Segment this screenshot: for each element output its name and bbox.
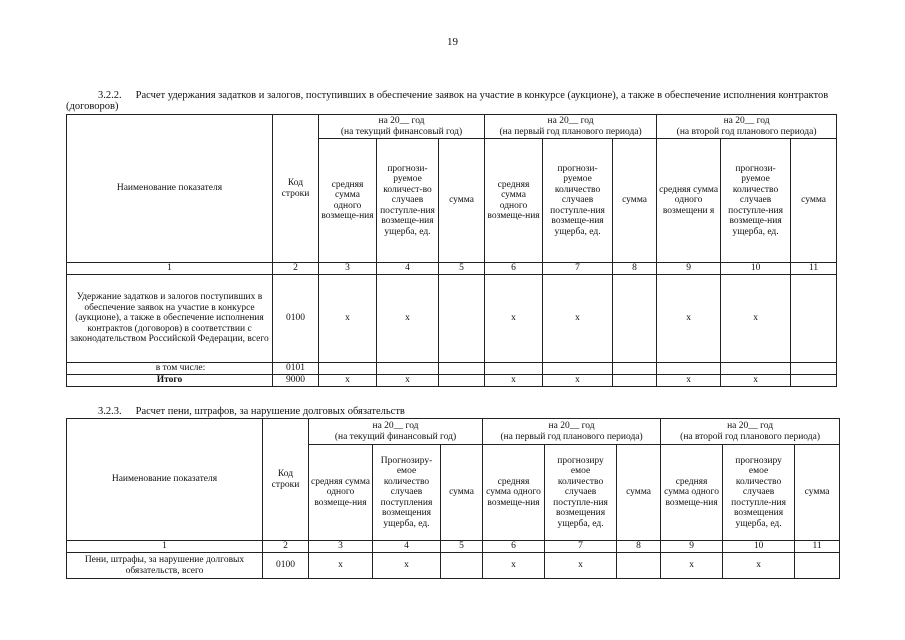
header-forecast-count: прогнози-руемое количество случаев поступле-ния возмеще-ния ущерба, ед.: [721, 139, 791, 263]
period-label: (на второй год планового периода): [676, 126, 817, 137]
row-cell: x: [721, 375, 791, 387]
header-avg-amount: средняя сумма одного возмеще-ния: [309, 445, 373, 541]
period-year: на 20__ год: [547, 115, 594, 126]
col-number: 11: [795, 541, 840, 553]
col-number: 5: [439, 263, 485, 275]
section-number: 3.2.3.: [98, 406, 122, 417]
header-sum: сумма: [613, 139, 657, 263]
row-code: 9000: [273, 375, 319, 387]
row-cell: x: [723, 553, 795, 579]
row-cell: x: [319, 375, 377, 387]
row-cell: [613, 375, 657, 387]
period-year: на 20__ год: [372, 420, 419, 431]
row-cell: [441, 553, 483, 579]
col-number: 1: [67, 263, 273, 275]
header-period-second-plan: [657, 115, 837, 139]
header-sum: сумма: [441, 445, 483, 541]
period-year: на 20__ год: [548, 420, 595, 431]
row-cell: [439, 275, 485, 363]
row-name-total: Итого: [67, 375, 273, 387]
row-cell: [795, 553, 840, 579]
row-cell: [613, 363, 657, 375]
column-numbers-row: [67, 263, 837, 275]
period-year: на 20__ год: [378, 115, 425, 126]
section-3-2-3-title: [66, 406, 846, 417]
period-year: на 20__ год: [723, 115, 770, 126]
table-row-total: [67, 375, 837, 387]
col-number: 10: [721, 263, 791, 275]
row-code: 0100: [273, 275, 319, 363]
row-cell: x: [721, 275, 791, 363]
row-cell: x: [543, 375, 613, 387]
row-cell: x: [377, 275, 439, 363]
header-avg-amount: средняя сумма одного возмеще-ния: [485, 139, 543, 263]
header-code: Код строки: [273, 115, 319, 263]
row-cell: x: [657, 375, 721, 387]
row-cell: x: [545, 553, 617, 579]
row-cell: x: [373, 553, 441, 579]
col-number: 6: [485, 263, 543, 275]
column-numbers-row: [67, 541, 840, 553]
row-cell: [721, 363, 791, 375]
row-cell: x: [319, 275, 377, 363]
col-number: 11: [791, 263, 837, 275]
row-code: 0101: [273, 363, 319, 375]
table-row: [67, 553, 840, 579]
row-cell: [319, 363, 377, 375]
header-avg-amount: средняя сумма одного возмеще-ния: [483, 445, 545, 541]
row-cell: [791, 275, 837, 363]
period-year: на 20__ год: [727, 420, 774, 431]
table-row: [67, 363, 837, 375]
header-forecast-count: прогнозиру емое количество случаев поступле-ния возмещения ущерба, ед.: [545, 445, 617, 541]
row-cell: x: [483, 553, 545, 579]
header-forecast-count: прогнозиру емое количество случаев поступле-ния возмещения ущерба, ед.: [723, 445, 795, 541]
header-period-current: [309, 419, 483, 445]
page-number: 19: [447, 36, 458, 48]
row-cell: [485, 363, 543, 375]
header-indicator: Наименование показателя: [67, 115, 273, 263]
period-label: (на первый год планового периода): [499, 126, 642, 137]
row-cell: [543, 363, 613, 375]
period-label: (на первый год планового периода): [500, 431, 643, 442]
section-title-text: Расчет удержания задатков и залогов, поступивших в обеспечение заявок на участие в конкурсе (аукционе), а также в обеспечение исполнения контрактов (договоров): [66, 90, 829, 112]
header-forecast-count: прогнози-руемое количество случаев поступле-ния возмеще-ния ущерба, ед.: [543, 139, 613, 263]
row-cell: [613, 275, 657, 363]
period-label: (на второй год планового периода): [680, 431, 820, 442]
col-number: 3: [319, 263, 377, 275]
period-label: (на текущий финансовый год): [340, 126, 463, 137]
col-number: 8: [613, 263, 657, 275]
section-title-text: Расчет пени, штрафов, за нарушение долговых обязательств: [135, 406, 405, 417]
table-penalties: [66, 418, 840, 579]
header-forecast-count: Прогнозиру-емое количество случаев поступления возмещения ущерба, ед.: [373, 445, 441, 541]
col-number: 4: [373, 541, 441, 553]
period-label: (на текущий финансовый год): [334, 431, 457, 442]
row-name: Удержание задатков и залогов поступивших в обеспечение заявок на участие в конкурсе (аукционе), а также в обеспечение исполнения контрактов (договоров) в соответствии с законодательством Российской Федерации, всего: [67, 275, 273, 363]
table-row: [67, 275, 837, 363]
col-number: 5: [441, 541, 483, 553]
row-cell: [439, 363, 485, 375]
col-number: 4: [377, 263, 439, 275]
header-sum: сумма: [791, 139, 837, 263]
header-avg-amount: средняя сумма одного возмещени я: [657, 139, 721, 263]
row-cell: x: [657, 275, 721, 363]
row-code: 0100: [263, 553, 309, 579]
header-sum: сумма: [617, 445, 661, 541]
row-cell: x: [661, 553, 723, 579]
header-period-first-plan: [485, 115, 657, 139]
section-number: 3.2.2.: [98, 90, 122, 101]
header-period-first-plan: [483, 419, 661, 445]
header-period-current: [319, 115, 485, 139]
col-number: 10: [723, 541, 795, 553]
header-forecast-count: прогнози-руемое количест-во случаев поступле-ния возмеще-ния ущерба, ед.: [377, 139, 439, 263]
header-row-periods: [67, 419, 840, 445]
row-cell: [377, 363, 439, 375]
header-period-second-plan: [661, 419, 840, 445]
col-number: 8: [617, 541, 661, 553]
row-cell: [617, 553, 661, 579]
row-cell: [791, 375, 837, 387]
header-indicator: Наименование показателя: [67, 419, 263, 541]
row-cell: x: [485, 375, 543, 387]
row-name: в том числе:: [67, 363, 273, 375]
col-number: 3: [309, 541, 373, 553]
header-avg-amount: средняя сумма одного возмеще-ния: [319, 139, 377, 263]
row-cell: x: [377, 375, 439, 387]
header-avg-amount: средняя сумма одного возмеще-ния: [661, 445, 723, 541]
header-sum: сумма: [439, 139, 485, 263]
section-3-2-2-title: [66, 90, 846, 112]
row-name: Пени, штрафы, за нарушение долговых обязательств, всего: [67, 553, 263, 579]
row-cell: [657, 363, 721, 375]
col-number: 2: [263, 541, 309, 553]
table-withholding-deposits: [66, 114, 837, 387]
row-cell: x: [309, 553, 373, 579]
col-number: 7: [545, 541, 617, 553]
header-row-periods: [67, 115, 837, 139]
row-cell: [791, 363, 837, 375]
col-number: 6: [483, 541, 545, 553]
col-number: 7: [543, 263, 613, 275]
col-number: 1: [67, 541, 263, 553]
col-number: 2: [273, 263, 319, 275]
header-code: Код строки: [263, 419, 309, 541]
col-number: 9: [661, 541, 723, 553]
col-number: 9: [657, 263, 721, 275]
header-sum: сумма: [795, 445, 840, 541]
row-cell: x: [543, 275, 613, 363]
row-cell: [439, 375, 485, 387]
row-cell: x: [485, 275, 543, 363]
